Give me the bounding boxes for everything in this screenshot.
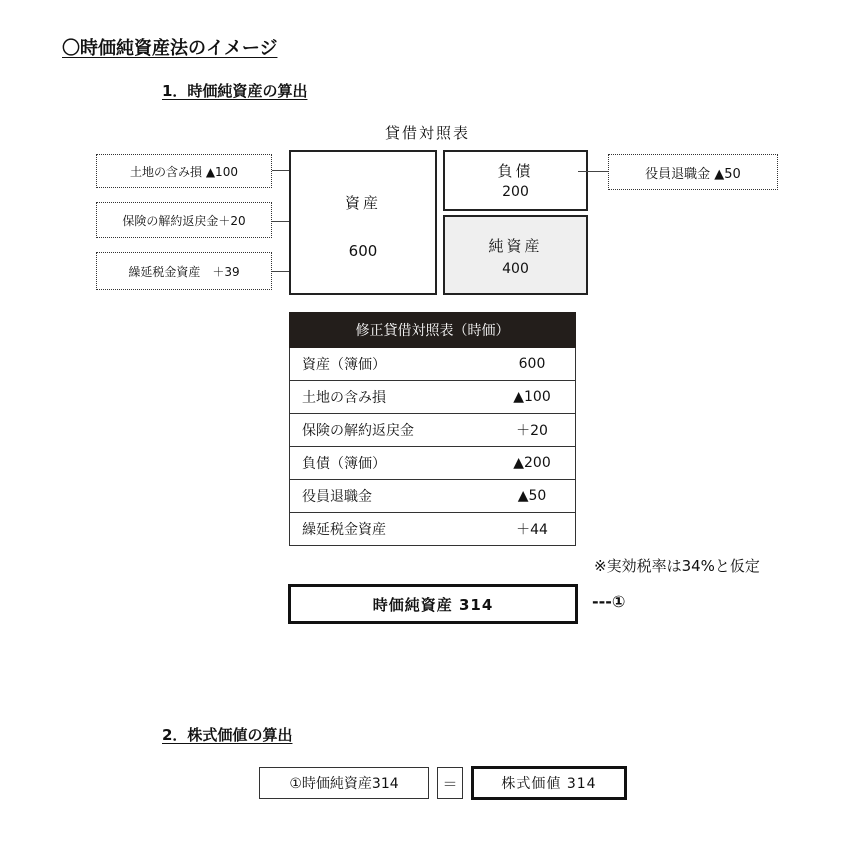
table-row bbox=[289, 414, 576, 447]
share-value-box: 株式価値 314 bbox=[471, 766, 627, 800]
equation-left-box: ①時価純資産314 bbox=[259, 767, 429, 799]
connector-line bbox=[578, 171, 608, 172]
row-label: 土地の含み損 bbox=[302, 390, 386, 406]
insurance-refund-box: 保険の解約返戻金＋20 bbox=[96, 202, 272, 238]
row-label: 資産（簿価） bbox=[302, 357, 386, 373]
deferred-tax-box: 繰延税金資産 ＋39 bbox=[96, 252, 272, 290]
tax-rate-note: ※実効税率は34%と仮定 bbox=[594, 557, 760, 575]
modified-balance-sheet bbox=[289, 312, 576, 546]
asset-value: 600 bbox=[348, 242, 378, 260]
net-asset-value: 400 bbox=[502, 261, 529, 277]
land-loss-box: 土地の含み損 ▲100 bbox=[96, 154, 272, 188]
table-row bbox=[289, 513, 576, 546]
liability-box bbox=[443, 150, 588, 211]
row-value: ＋20 bbox=[516, 423, 548, 439]
executive-retirement-box: 役員退職金 ▲50 bbox=[608, 154, 778, 190]
asset-box bbox=[289, 150, 437, 295]
market-net-asset-result: 時価純資産 314 bbox=[288, 584, 578, 624]
row-value: 600 bbox=[518, 356, 546, 372]
table-row bbox=[289, 381, 576, 414]
page-title: 〇時価純資産法のイメージ bbox=[62, 38, 278, 59]
table-row bbox=[289, 447, 576, 480]
liability-value: 200 bbox=[502, 184, 529, 200]
row-label: 役員退職金 bbox=[302, 489, 372, 505]
liability-label: 負債 bbox=[497, 162, 534, 180]
bs-title: 貸借対照表 bbox=[385, 124, 471, 142]
table-row bbox=[289, 348, 576, 381]
row-value: ＋44 bbox=[516, 522, 548, 538]
table-row bbox=[289, 480, 576, 513]
net-asset-label: 純資産 bbox=[488, 237, 543, 255]
net-asset-box bbox=[443, 215, 588, 295]
section-1-title: 1．時価純資産の算出 bbox=[162, 82, 308, 100]
row-value: ▲50 bbox=[517, 488, 547, 504]
asset-label: 資産 bbox=[344, 194, 381, 212]
row-label: 繰延税金資産 bbox=[302, 522, 386, 538]
modified-bs-header: 修正貸借対照表（時価） bbox=[289, 312, 576, 348]
equals-sign: ＝ bbox=[437, 767, 463, 799]
row-value: ▲100 bbox=[513, 389, 551, 405]
row-label: 負債（簿価） bbox=[302, 456, 386, 472]
row-label: 保険の解約返戻金 bbox=[302, 423, 414, 439]
row-value: ▲200 bbox=[513, 455, 551, 471]
marker-one: ---① bbox=[592, 592, 626, 611]
section-2-title: 2．株式価値の算出 bbox=[162, 726, 293, 744]
